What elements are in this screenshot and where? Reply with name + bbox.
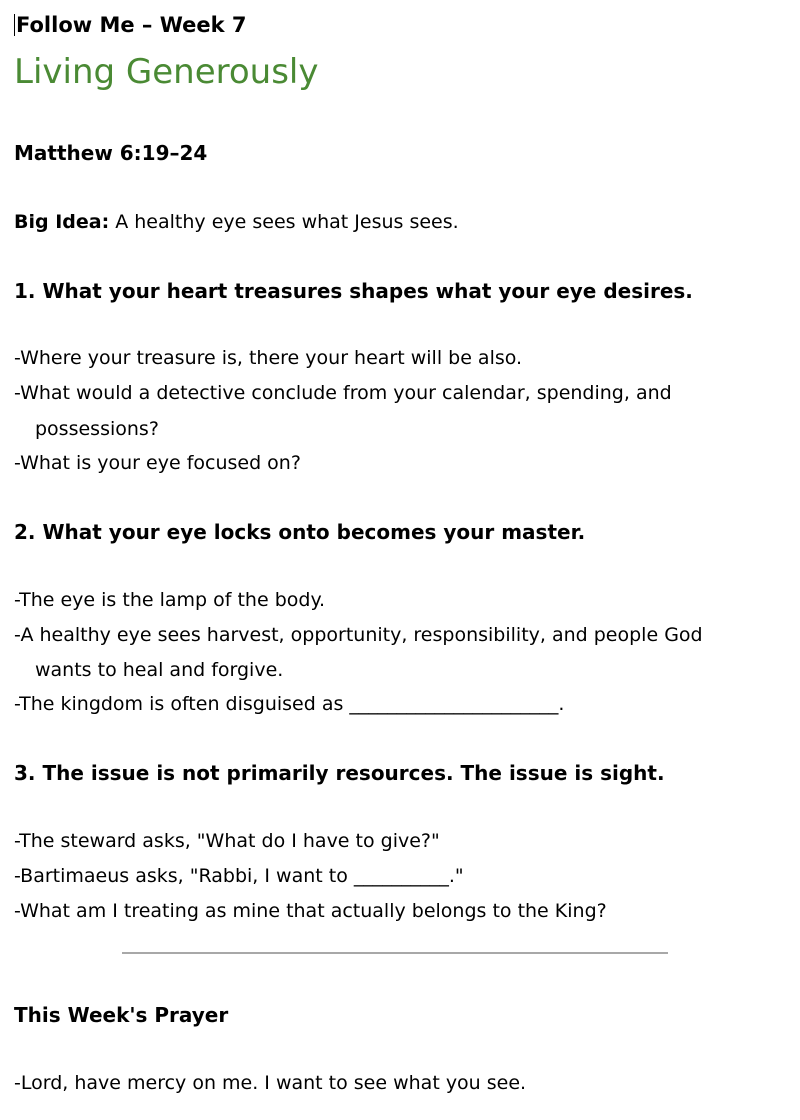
section-3-heading: 3. The issue is not primarily resources. The issue is sight. <box>14 761 665 785</box>
section-2-point-2: -A healthy eye sees harvest, opportunity, responsibility, and people God <box>14 624 703 646</box>
section-3-point-1: -The steward asks, "What do I have to give?" <box>14 830 440 852</box>
section-2-point-1: -The eye is the lamp of the body. <box>14 589 326 611</box>
section-3-point-3: -What am I treating as mine that actually belongs to the King? <box>14 900 607 922</box>
section-2-point-2-continued: wants to heal and forgive. <box>35 659 284 681</box>
section-3-point-2: -Bartimaeus asks, "Rabbi, I want to __________." <box>14 865 464 887</box>
section-2-point-3: -The kingdom is often disguised as ______________________. <box>14 693 565 715</box>
horizontal-divider <box>122 952 668 954</box>
series-title-text: Follow Me – Week 7 <box>16 13 247 37</box>
text-cursor <box>14 14 15 36</box>
section-2-heading: 2. What your eye locks onto becomes your master. <box>14 520 586 544</box>
series-title <box>14 13 247 37</box>
section-1-point-3: -What is your eye focused on? <box>14 452 301 474</box>
big-idea <box>14 210 459 234</box>
big-idea-text: A healthy eye sees what Jesus sees. <box>109 211 459 233</box>
section-1-heading: 1. What your heart treasures shapes what your eye desires. <box>14 279 693 303</box>
section-1-point-1: -Where your treasure is, there your heart will be also. <box>14 347 523 369</box>
scripture-reference: Matthew 6:19–24 <box>14 141 208 165</box>
prayer-heading: This Week's Prayer <box>14 1003 229 1027</box>
section-1-point-2: -What would a detective conclude from your calendar, spending, and <box>14 382 672 404</box>
section-1-point-2-continued: possessions? <box>35 418 159 440</box>
big-idea-label: Big Idea: <box>14 211 110 233</box>
prayer-text: -Lord, have mercy on me. I want to see what you see. <box>14 1072 527 1094</box>
document-title: Living Generously <box>14 52 319 92</box>
